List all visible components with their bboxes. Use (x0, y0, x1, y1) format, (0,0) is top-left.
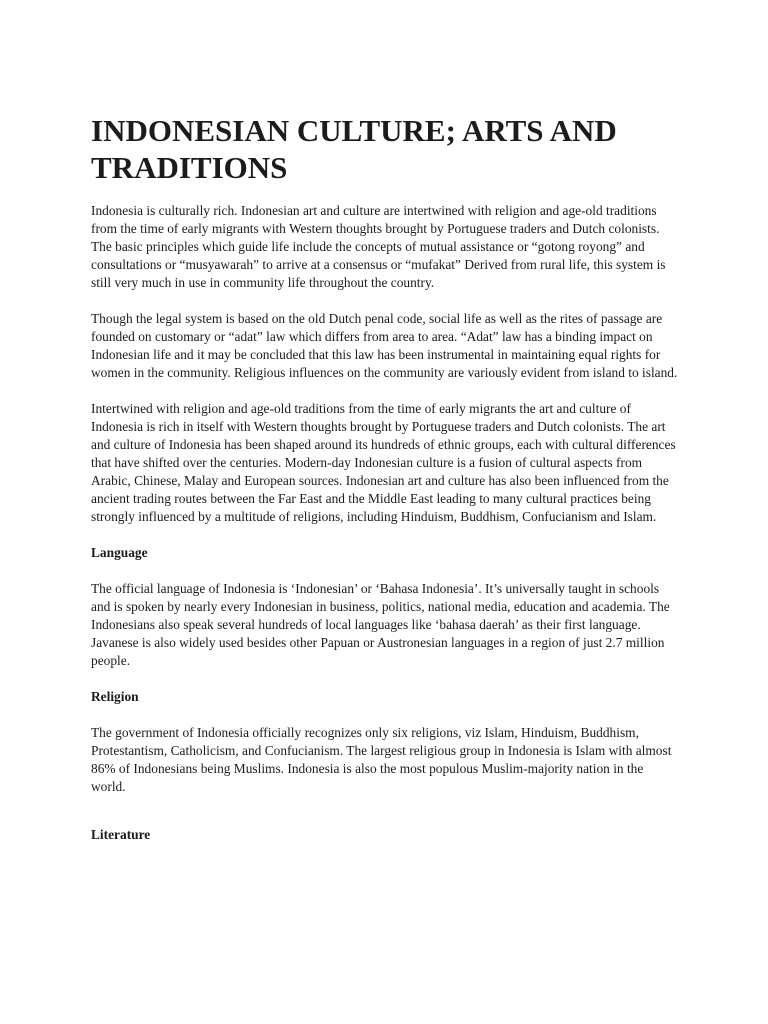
section-heading-religion: Religion (91, 689, 139, 704)
language-paragraph: The official language of Indonesia is ‘Indonesian’ or ‘Bahasa Indonesia’. It’s universally taught in schools and is spoken by nearly every Indonesian in business, politics, national media, education and academia. The Indonesians also speak several hundreds of local languages like ‘bahasa daerah’ as their first language. Javanese is also widely used besides other Papuan or Austronesian languages in a region of just 2.7 million people. (91, 581, 670, 668)
section-heading-language: Language (91, 545, 148, 560)
document-title: INDONESIAN CULTURE; ARTS AND TRADITIONS (91, 113, 617, 185)
intro-paragraph: Intertwined with religion and age-old traditions from the time of early migrants the art and culture of Indonesia is rich in itself with Western thoughts brought by Portuguese traders and Dutch colonists. The art and culture of Indonesia has been shaped around its hundreds of ethnic groups, each with cultural differences that have shifted over the centuries. Modern-day Indonesian culture is a fusion of cultural aspects from Arabic, Chinese, Malay and European sources. Indonesian art and culture has also been influenced from the ancient trading routes between the Far East and the Middle East leading to many cultural practices being strongly influenced by a multitude of religions, including Hinduism, Buddhism, Confucianism and Islam. (91, 401, 676, 524)
intro-paragraph: Indonesia is culturally rich. Indonesian art and culture are intertwined with religion and age-old traditions from the time of early migrants with Western thoughts brought by Portuguese traders and Dutch colonists. The basic principles which guide life include the concepts of mutual assistance or “gotong royong” and consultations or “musyawarah” to arrive at a consensus or “mufakat” Derived from rural life, this system is still very much in use in community life throughout the country. (91, 203, 666, 290)
section-heading-literature: Literature (91, 827, 151, 842)
document-page (91, 112, 679, 862)
religion-paragraph: The government of Indonesia officially recognizes only six religions, viz Islam, Hinduism, Buddhism, Protestantism, Catholicism, and Confucianism. The largest religious group in Indonesia is Islam with almost 86% of Indonesians being Muslims. Indonesia is also the most populous Muslim-majority nation in the world. (91, 725, 672, 794)
intro-paragraph: Though the legal system is based on the old Dutch penal code, social life as well as the rites of passage are founded on customary or “adat” law which differs from area to area. “Adat” law has a binding impact on Indonesian life and it may be concluded that this law has been instrumental in maintaining equal rights for women in the community. Religious influences on the community are variously evident from island to island. (91, 311, 678, 380)
